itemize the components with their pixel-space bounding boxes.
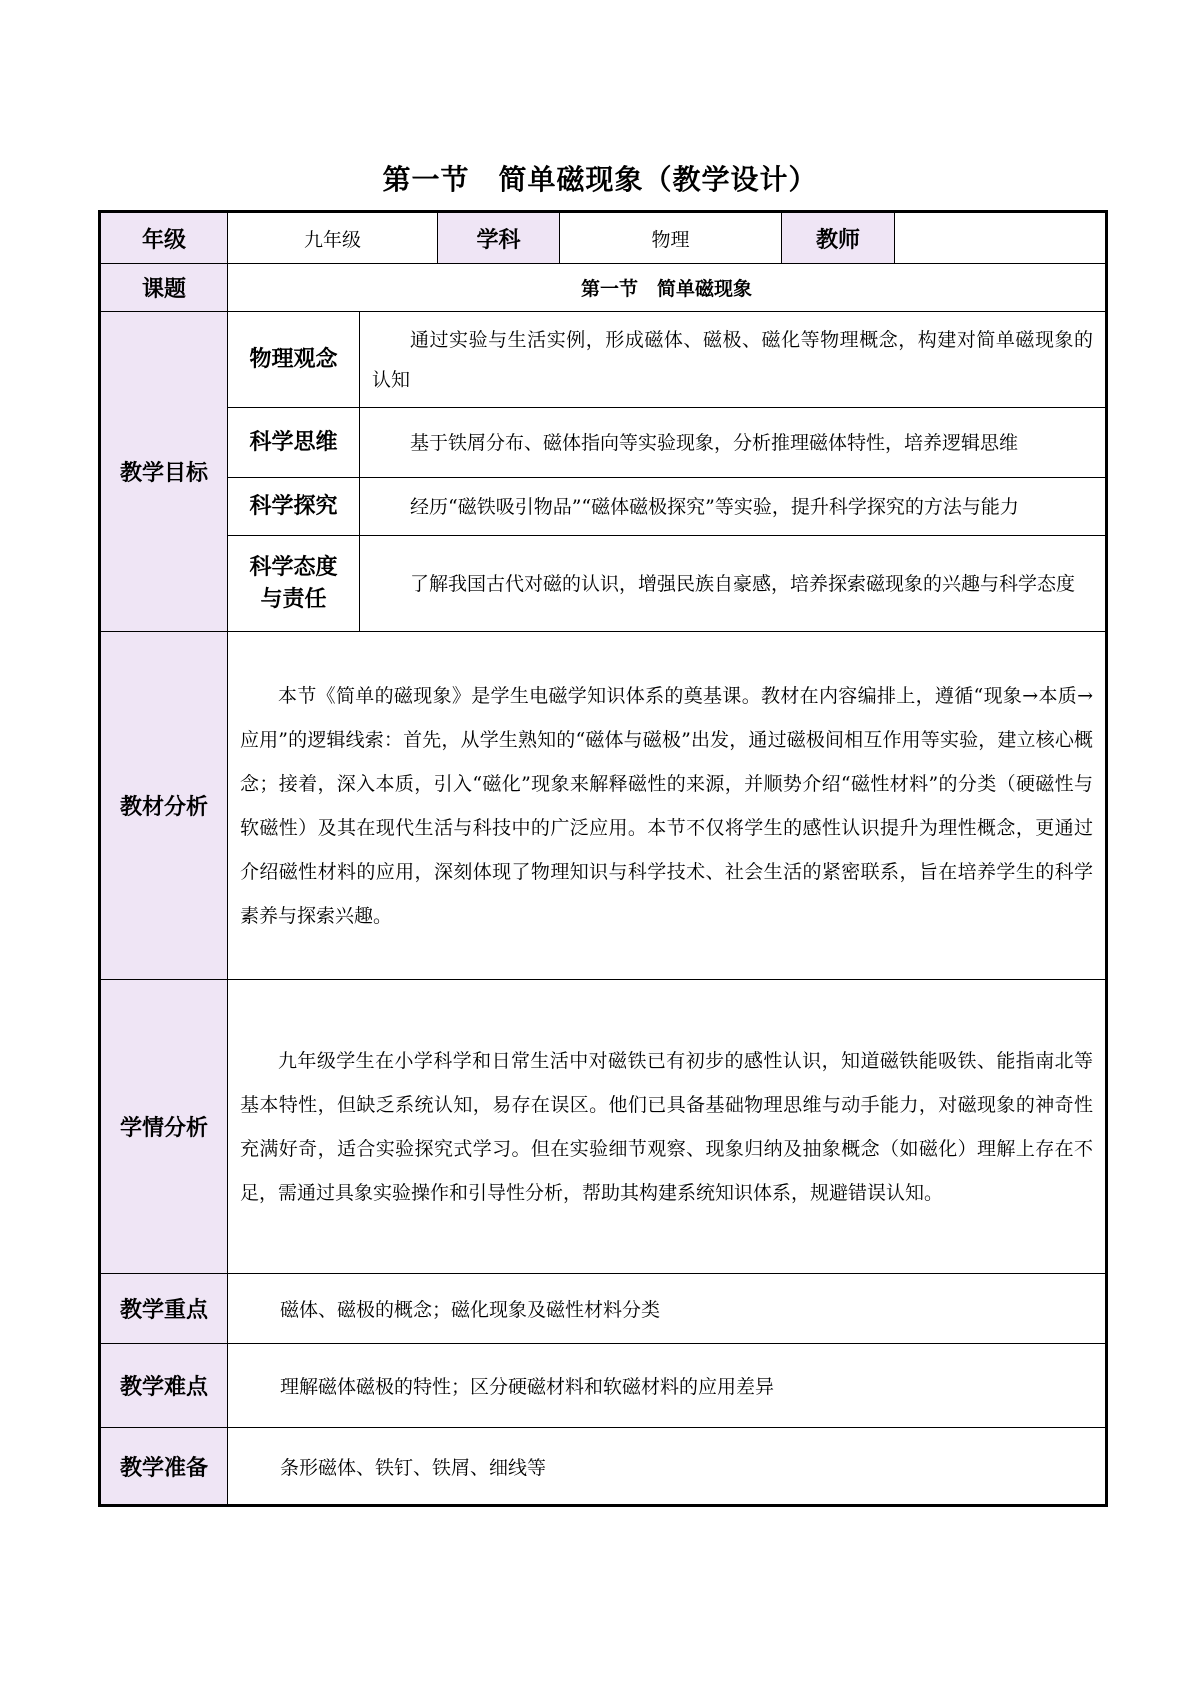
learner-analysis-text: 九年级学生在小学科学和日常生活中对磁铁已有初步的感性认识，知道磁铁能吸铁、能指南北等基本特性，但缺乏系统认知，易存在误区。他们已具备基础物理思维与动手能力，对磁现象的神奇性充满好奇，适合实验探究式学习。但在实验细节观察、现象归纳及抽象概念（如磁化）理解上存在不足，需通过具象实验操作和引导性分析，帮助其构建系统知识体系，规避错误认知。 [228, 980, 1107, 1274]
objective-text: 通过实验与生活实例，形成磁体、磁极、磁化等物理概念，构建对简单磁现象的认知 [360, 312, 1107, 408]
teacher-label: 教师 [782, 212, 895, 264]
subject-value: 物理 [560, 212, 782, 264]
lesson-plan-table [98, 210, 1108, 1507]
document-title: 第一节 简单磁现象（教学设计） [382, 163, 818, 196]
objective-name: 科学探究 [228, 478, 360, 536]
topic-row [100, 264, 1107, 312]
objective-name: 科学态度与责任 [228, 536, 360, 632]
key-points-text: 磁体、磁极的概念；磁化现象及磁性材料分类 [228, 1274, 1107, 1344]
teacher-value [895, 212, 1107, 264]
objective-text: 基于铁屑分布、磁体指向等实验现象，分析推理磁体特性，培养逻辑思维 [360, 408, 1107, 478]
key-points-row [100, 1274, 1107, 1344]
difficulties-label: 教学难点 [100, 1344, 228, 1428]
objective-row [100, 536, 1107, 632]
preparation-label: 教学准备 [100, 1428, 228, 1506]
objective-row [100, 312, 1107, 408]
grade-label: 年级 [100, 212, 228, 264]
header-row [100, 212, 1107, 264]
objective-name: 物理观念 [228, 312, 360, 408]
textbook-analysis-text: 本节《简单的磁现象》是学生电磁学知识体系的奠基课。教材在内容编排上，遵循“现象→本质→应用”的逻辑线索：首先，从学生熟知的“磁体与磁极”出发，通过磁极间相互作用等实验，建立核心概念；接着，深入本质，引入“磁化”现象来解释磁性的来源，并顺势介绍“磁性材料”的分类（硬磁性与软磁性）及其在现代生活与科技中的广泛应用。本节不仅将学生的感性认识提升为理性概念，更通过介绍磁性材料的应用，深刻体现了物理知识与科学技术、社会生活的紧密联系，旨在培养学生的科学素养与探索兴趣。 [228, 632, 1107, 980]
key-points-label: 教学重点 [100, 1274, 228, 1344]
difficulties-text: 理解磁体磁极的特性；区分硬磁材料和软磁材料的应用差异 [228, 1344, 1107, 1428]
objective-text: 了解我国古代对磁的认识，增强民族自豪感，培养探索磁现象的兴趣与科学态度 [360, 536, 1107, 632]
learner-analysis-label: 学情分析 [100, 980, 228, 1274]
textbook-analysis-row [100, 632, 1107, 980]
textbook-analysis-label: 教材分析 [100, 632, 228, 980]
difficulties-row [100, 1344, 1107, 1428]
objective-name: 科学思维 [228, 408, 360, 478]
preparation-text: 条形磁体、铁钉、铁屑、细线等 [228, 1428, 1107, 1506]
learner-analysis-row [100, 980, 1107, 1274]
preparation-row [100, 1428, 1107, 1506]
grade-value: 九年级 [228, 212, 438, 264]
topic-label: 课题 [100, 264, 228, 312]
topic-value: 第一节 简单磁现象 [228, 264, 1107, 312]
objectives-label: 教学目标 [100, 312, 228, 632]
objective-row [100, 408, 1107, 478]
subject-label: 学科 [438, 212, 560, 264]
objective-text: 经历“磁铁吸引物品”“磁体磁极探究”等实验，提升科学探究的方法与能力 [360, 478, 1107, 536]
objective-row [100, 478, 1107, 536]
